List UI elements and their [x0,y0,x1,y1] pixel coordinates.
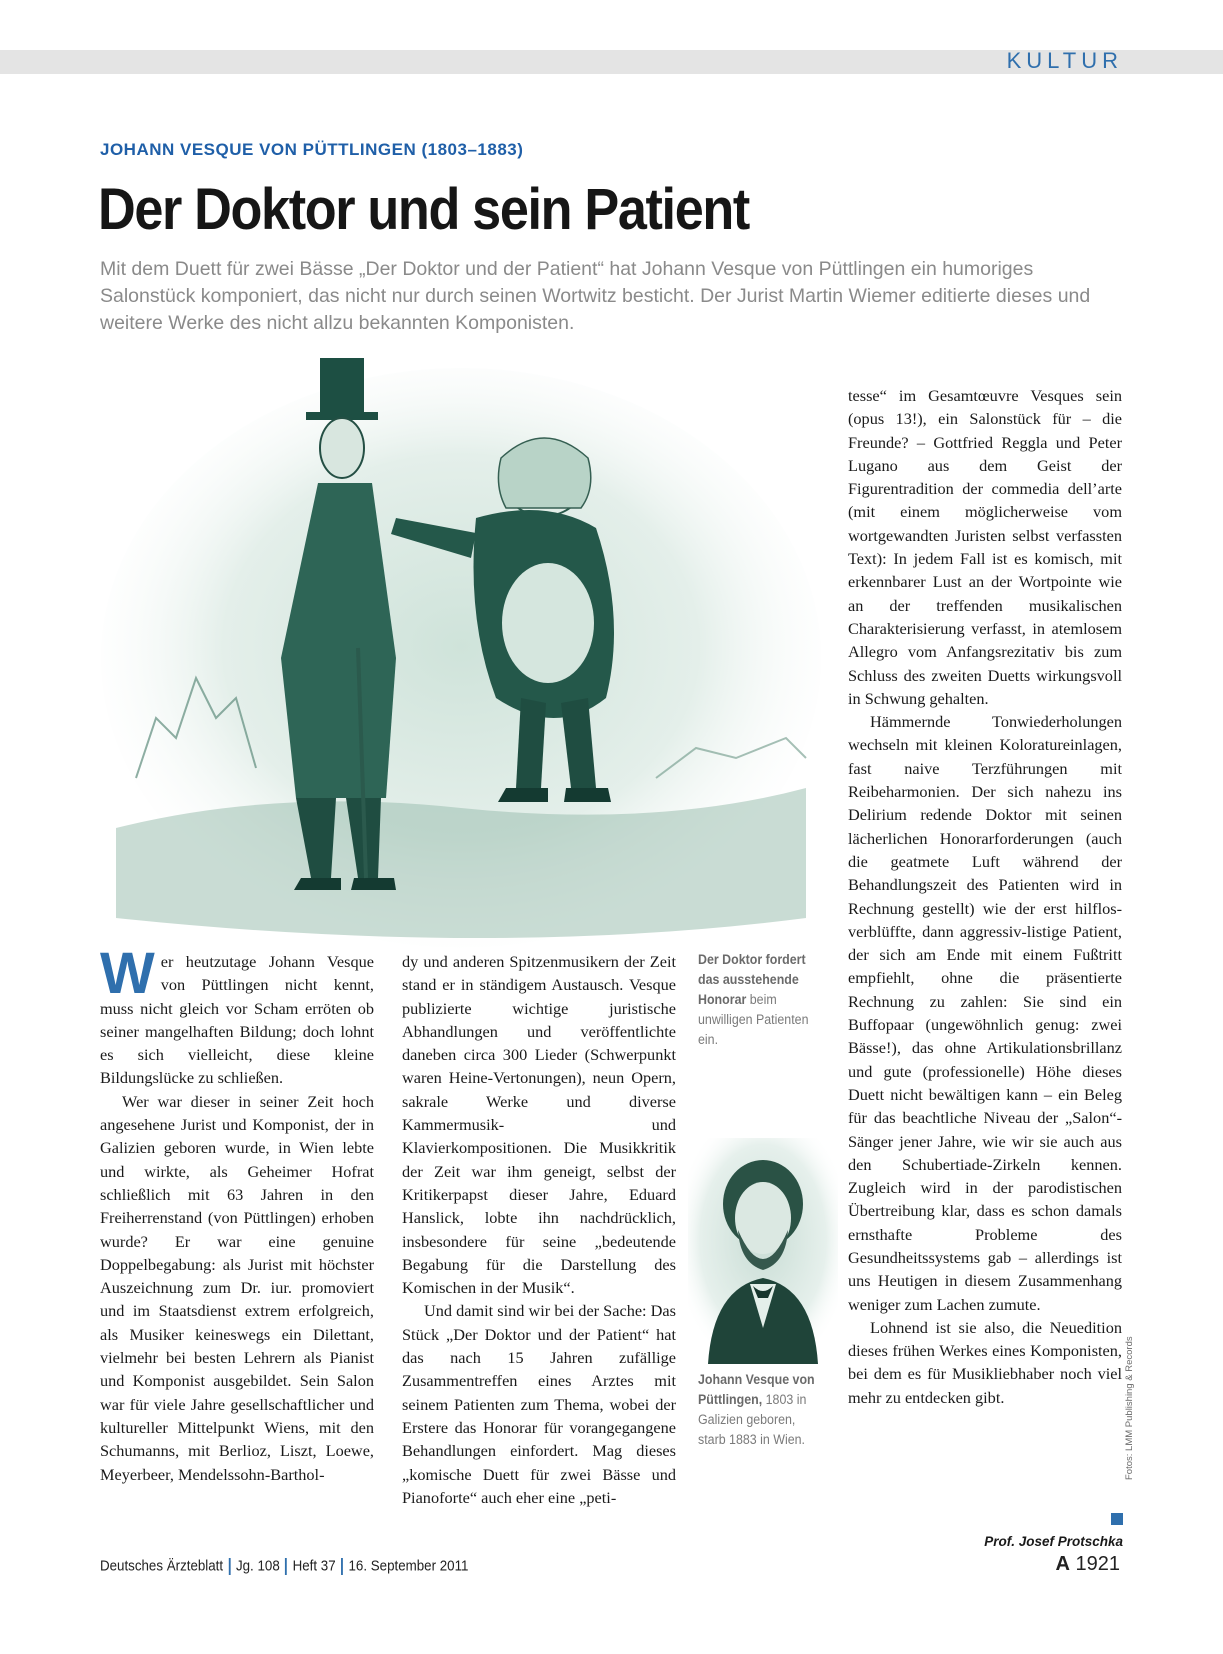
doctor-patient-illustration [96,358,826,958]
article-lead: Mit dem Duett für zwei Bässe „Der Doktor und der Patient“ hat Johann Vesque von Püttlingen ein humoriges Salonstück komponiert, das nicht nur durch seinen Wortwitz besticht. Der Jurist Martin Wiemer editierte dieses und weitere Werke des nicht allzu bekannten Komponisten. [100,258,1091,334]
footer-separator [341,1558,343,1575]
article-title: Der Doktor und sein Patient [98,177,749,242]
footer-separator [229,1558,231,1575]
paragraph: tesse“ im Gesamtœuvre Vesques sein (opus 13!), ein Salonstück für – die Freunde? – Gottfried Reggla und Peter Lugano aus dem Geist der Figurentradition der commedia dell’arte (mit einem möglicherweise vom wortgewandten Juristen selbst verfassten Text): In jedem Fall ist es komisch, mit erkennbarer Lust an der Wortpointe wie an der treffenden musikalischen Charakterisierung verfasst, in atemlosem Allegro vom Anfangsrezitativ bis zum Schluss des zweiten Duetts wirkungsvoll in Schwung gehalten. [848,386,1122,708]
section-label: KULTUR [1006,48,1123,73]
portrait-caption [698,1370,818,1450]
journal-name: Deutsches Ärzteblatt [100,1558,224,1575]
composer-portrait [688,1138,838,1364]
caption-bold: Der Doktor fordert das ausstehende Honorar [698,952,806,1007]
caption-bold: Johann Vesque von Püttlingen, [698,1372,815,1407]
paragraph: Lohnend ist sie also, die Neuedition dieses frühen Werkes eines Komponisten, bei dem es für Musikliebhaber noch viel mehr zu entdecken gibt. [848,1317,1122,1407]
end-mark [1111,1513,1123,1525]
caption-text: 1803 in Galizien geboren, starb 1883 in Wien. [698,1392,807,1447]
paragraph [100,941,374,1090]
text-column-1 [100,941,374,1486]
drop-cap: W [100,941,155,1006]
paragraph: dy und anderen Spitzenmusikern der Zeit stand er in ständigem Austausch. Vesque publizierte wichtige juristische Abhandlungen und veröffentlichte daneben circa 300 Lieder (Schwerpunkt waren Heine-Vertonungen), neun Opern, sakrale Werke und diverse Kammermusik- und Klavierkompositionen. Die Musikkritik der Zeit war ihm geneigt, selbst der Kritikerpapst dieser Jahre, Eduard Hanslick, lobte ihn nachdrücklich, insbesondere für seine „bedeutende Begabung für die Darstellung des Komischen in der Musik“. [402,952,676,1298]
journal-issue: Heft 37 [292,1558,336,1575]
article-kicker: JOHANN VESQUE VON PÜTTLINGEN (1803–1883) [100,140,524,159]
page-prefix: A [1055,1553,1070,1575]
journal-volume: Jg. 108 [235,1558,280,1575]
text-column-2 [402,950,676,1509]
author-byline: Prof. Josef Protschka [984,1534,1123,1549]
illustration-caption [698,950,818,1050]
page-number [1055,1553,1120,1576]
journal-date: 16. September 2011 [348,1558,469,1575]
paragraph: Wer war dieser in seiner Zeit hoch angesehene Jurist und Komponist, der in Galizien geboren wurde, in Wien lebte und wirkte, als Geheimer Hofrat schließlich mit 63 Jahren in den Freiherrenstand (von Püttlingen) erhoben wurde? Er war eine genuine Doppelbegabung: als Jurist mit höchster Auszeichnung zum Dr. iur. promoviert und im Staatsdienst extrem erfolgreich, als Musiker keineswegs ein Dilettant, vielmehr bei besten Lehrern als Pianist und Komponist ausgebildet. Sein Salon war für viele Jahre gesellschaftlicher und kultureller Mittelpunkt Wiens, mit den Schumanns, mit Berlioz, Liszt, Loewe, Meyerbeer, Mendelssohn-Barthol- [100,1091,374,1484]
footer-separator [285,1558,287,1575]
paragraph-text: er heutzutage Johann Vesque von Püttlingen nicht kennt, muss nicht gleich vor Scham erröten ob seiner mangelhaften Bildung; doch lohnt es sich vielleicht, diese kleine Bildungslücke zu schließen. [100,952,374,1088]
paragraph: Hämmernde Tonwiederholungen wechseln mit kleinen Koloratureinlagen, fast naive Terzführungen mit Reibeharmonien. Der sich nahezu ins Delirium redende Doktor mit seinen lächerlichen Honorarforderungen (auch die geatmete Luft während der Behandlungszeit des Patienten wird in Rechnung gestellt) wie der erst hilflos-verblüffte, dann aggressiv-listige Patient, der sich am Ende mit einem Fußtritt empfiehlt, ohne die präsentierte Rechnung zu zahlen: Sie sind ein Buffopaar (ungewöhnlich genug: zwei Bässe!), das ohne Artikulationsbrillanz und gute (professionelle) Höhe dieses Duett nicht bewältigen kann – ein Beleg für das beachtliche Niveau der „Salon“-Sänger jener Jahre, wie wir sie auch aus den Schubertiade-Zirkeln kennen. Zugleich wird in der parodistischen Übertreibung klar, dass es schon damals ernsthafte Probleme des Gesundheitssystems gab – allerdings ist uns Heutigen in diesem Zusammenhang weniger zum Lachen zumute. [848,712,1122,1314]
paragraph: Und damit sind wir bei der Sache: Das Stück „Der Doktor und der Patient“ hat das nach 15 Jahren zufällige Zusammentreffen eines Arztes mit seinem Patienten zum Thema, wobei der Erstere das Honorar für vorangegangene Behandlungen einfordert. Mag dieses „komische Duett für zwei Bässe und Pianoforte“ auch eher eine „peti- [402,1301,676,1507]
text-column-3 [848,384,1122,1409]
photo-credit: Fotos: LMM Publishing & Records [1124,1336,1135,1480]
caption-text: beim unwilligen Patienten ein. [698,992,809,1047]
page-number-value: 1921 [1075,1553,1120,1575]
footer [100,1558,468,1575]
